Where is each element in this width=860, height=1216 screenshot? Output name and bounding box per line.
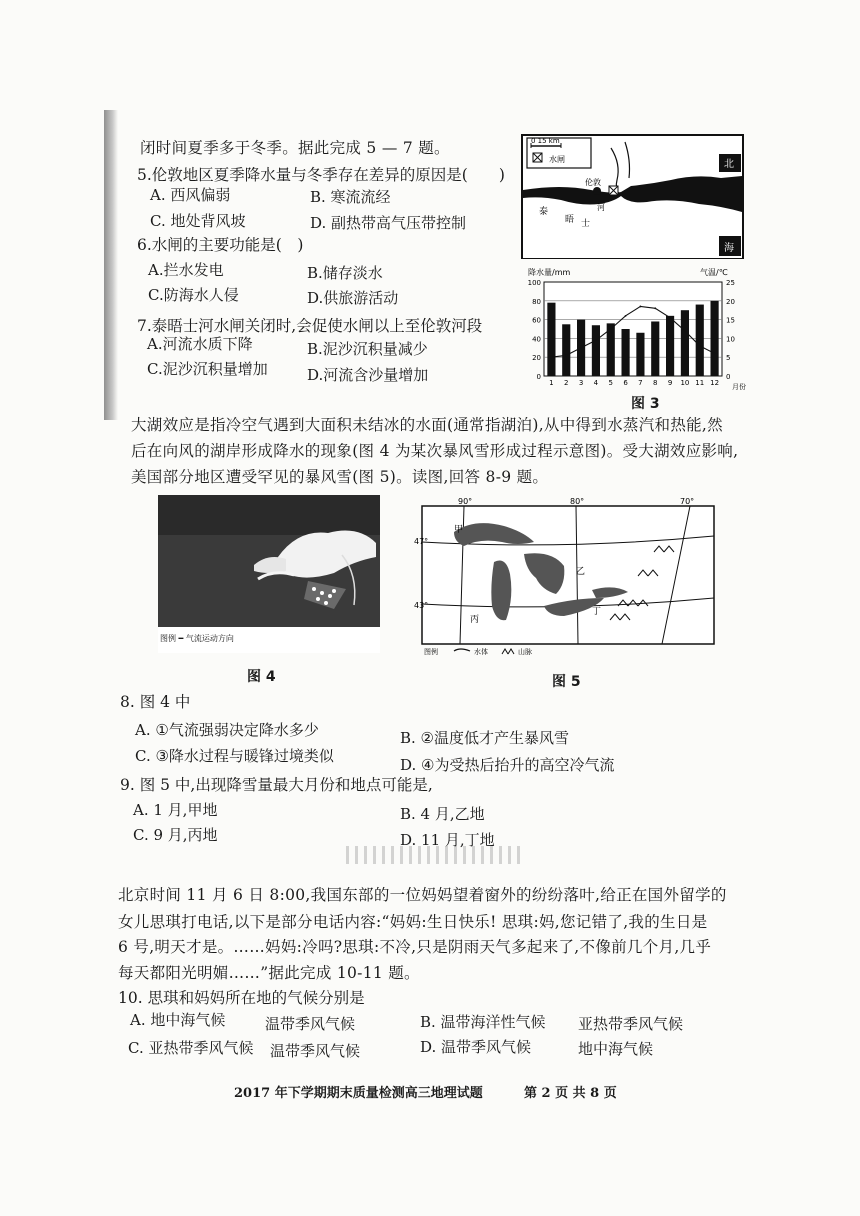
fig5-legend-title: 图例 [424,648,438,656]
lon-90-label: 90° [458,497,473,506]
scan-edge-shadow [104,110,118,420]
right-tick-label: 15 [726,316,735,325]
q8-option-b: B. ②温度低才产生暴风雪 [400,729,570,747]
temperature-point [551,356,553,358]
q6-option-d: D.供旅游活动 [307,289,399,307]
temperature-point [684,330,686,332]
intro-continuation: 闭时间夏季多于冬季。据此完成 5 — 7 题。 [140,139,450,157]
plot-frame [544,282,722,376]
lake-para-line-2: 后在向风的湖岸形成降水的现象(图 4 为某次暴风雪形成过程示意图)。受大湖效应影响, [131,442,739,460]
right-tick-label: 10 [726,335,735,344]
q8-option-a: A. ①气流强弱决定降水多少 [135,721,319,739]
month-tick-label: 11 [695,379,705,387]
month-tick-label: 4 [593,379,599,387]
map-london-label: 伦敦 [585,178,601,187]
footer-exam-title: 2017 年下学期期末质量检测高三地理试题 [234,1086,483,1101]
q5-option-b: B. 寒流流经 [310,188,391,206]
precip-bar [651,321,659,376]
lake-para-line-3: 美国部分地区遭受罕见的暴风雪(图 5)。读图,回答 8-9 题。 [131,468,549,486]
fig4-legend: 图例 ━ 气流运动方向 [160,634,234,643]
q7-option-c: C.泥沙沉积量增加 [147,360,268,378]
mountain-legend-icon [502,649,514,654]
figure-5-caption: 图 5 [552,674,581,690]
month-tick-label: 1 [549,379,554,387]
beijing-para-line-3: 6 号,明天才是。……妈妈:冷吗?思琪:不冷,只是阴雨天气多起来了,不像前几个月,几乎 [118,938,712,956]
question-8: 8. 图 4 中 [120,693,191,711]
precip-bar [622,329,630,376]
question-7: 7.泰晤士河水闸关闭时,会促使水闸以上至伦敦河段 [137,317,483,335]
precip-bar [711,301,719,376]
chart-ylabel-left: 降水量/mm [528,268,571,277]
map-sea-label: 海 [724,243,734,254]
right-tick-label: 20 [726,297,735,306]
temperature-point [714,353,716,355]
q5-option-d: D. 副热带高气压带控制 [310,214,467,232]
right-tick-label: 0 [726,373,731,381]
lake-para-line-1: 大湖效应是指冷空气遇到大面积未结冰的水面(通常指湖泊),从中得到水蒸汽和热能,然 [131,416,723,434]
legend-sluice-label: 水闸 [549,155,565,164]
q7-option-d: D.河流含沙量增加 [307,366,429,384]
temperature-point [625,315,627,317]
fig5-legend-water: 水体 [474,648,488,656]
question-9: 9. 图 5 中,出现降雪量最大月份和地点可能是, [120,776,433,794]
left-tick-label: 60 [532,316,541,325]
q9-option-c: C. 9 月,丙地 [133,826,218,844]
beijing-para-line-2: 女儿思琪打电话,以下是部分电话内容:“妈妈:生日快乐! 思琪:妈,您记错了,我的生日是 [118,913,708,931]
fig5-ding-label: 丁 [592,607,602,617]
footer-page-number: 第 2 页 共 8 页 [524,1086,617,1101]
fig5-bing-label: 丙 [470,615,480,625]
precip-bar [681,310,689,376]
month-tick-label: 9 [667,379,673,387]
question-10: 10. 思琪和妈妈所在地的气候分别是 [118,989,365,1007]
map-tai-label: 泰 [539,207,549,217]
beijing-para-line-4: 每天都阳光明媚……”据此完成 10-11 题。 [118,964,420,982]
temperature-point [565,354,567,356]
fig5-yi-label: 乙 [576,567,586,577]
q7-option-a: A.河流水质下降 [147,335,253,353]
figure-5-great-lakes-map [414,494,716,658]
q9-option-a: A. 1 月,甲地 [133,801,218,819]
q5-option-c: C. 地处背风坡 [150,212,246,230]
left-tick-label: 20 [532,354,541,363]
chart-xlabel: 月份 [732,383,746,391]
q6-option-c: C.防海水人侵 [148,286,239,304]
lon-80-label: 80° [570,497,585,506]
temperature-point [610,328,612,330]
q10-option-c-first: C. 亚热带季风气候 [128,1039,254,1057]
q9-option-d: D. 11 月,丁地 [400,831,495,849]
temperature-point [595,339,597,341]
temperature-point [699,345,701,347]
q9-option-b: B. 4 月,乙地 [400,805,485,823]
map-legend-box [527,137,591,168]
chart-ylabel-right: 气温/℃ [700,268,728,277]
month-tick-label: 12 [710,379,720,387]
chart-plot-area [528,279,735,387]
map-shi-label: 士 [581,219,591,229]
month-tick-label: 6 [623,379,628,387]
left-tick-label: 100 [527,279,541,287]
precip-bar [547,303,555,376]
month-tick-label: 2 [564,379,569,387]
fig5-legend-mountain: 山脉 [518,648,532,656]
figure-3-caption: 图 3 [631,396,660,412]
left-tick-label: 0 [536,373,541,381]
precip-bar [562,324,570,376]
month-tick-label: 7 [638,379,643,387]
map-wu-label: 晤 [565,215,575,225]
climate-chart [524,266,752,392]
month-tick-label: 3 [578,379,584,387]
temperature-point [669,317,671,319]
q10-option-b-first: B. 温带海洋性气候 [420,1013,546,1031]
beijing-para-line-1: 北京时间 11 月 6 日 8:00,我国东部的一位妈妈望着窗外的纷纷落叶,给正在国外留学的 [118,886,727,904]
precip-bar [636,333,644,376]
map-north-label: 北 [724,159,734,170]
q10-option-c-second: 温带季风气候 [270,1042,361,1060]
q6-option-b: B.储存淡水 [307,264,383,282]
water-legend-icon [454,649,470,651]
q10-option-a-first: A. 地中海气候 [130,1011,226,1029]
fig5-jia-label: 甲 [454,525,464,535]
right-tick-label: 25 [726,279,735,287]
precip-bar [696,305,704,376]
figure-4-caption: 图 4 [247,669,276,685]
month-tick-label: 8 [653,379,658,387]
map-river-label: 河 [597,203,605,212]
left-tick-label: 80 [532,297,541,306]
q10-option-d-first: D. 温带季风气候 [420,1038,532,1056]
q10-option-b-second: 亚热带季风气候 [578,1015,684,1033]
q5-option-a: A. 西风偏弱 [150,186,231,204]
q7-option-b: B.泥沙沉积量减少 [307,340,428,358]
figure-4-snowstorm-diagram [158,495,380,653]
q6-option-a: A.拦水发电 [148,261,224,279]
q8-option-d: D. ④为受热后抬升的高空冷气流 [400,756,615,774]
lat-43-label: 43° [414,601,429,610]
month-tick-label: 5 [608,379,613,387]
thames-map [521,134,744,259]
scan-smudge [346,846,526,864]
lat-47-label: 47° [414,537,429,546]
precip-bar [592,325,600,376]
question-6: 6.水闸的主要功能是( ) [137,236,304,254]
q10-option-d-second: 地中海气候 [578,1040,654,1058]
temperature-point [640,306,642,308]
month-tick-label: 10 [680,379,690,387]
temperature-point [654,307,656,309]
question-5: 5.伦敦地区夏季降水量与冬季存在差异的原因是( ) [137,166,505,184]
right-tick-label: 5 [726,354,731,363]
q8-option-c: C. ③降水过程与暖锋过境类似 [135,747,334,765]
lon-70-label: 70° [680,497,695,506]
q10-option-a-second: 温带季风气候 [265,1015,356,1033]
map-scale: 0 15 km [531,137,560,145]
temperature-point [580,347,582,349]
precip-bar [666,316,674,376]
left-tick-label: 40 [532,335,541,344]
